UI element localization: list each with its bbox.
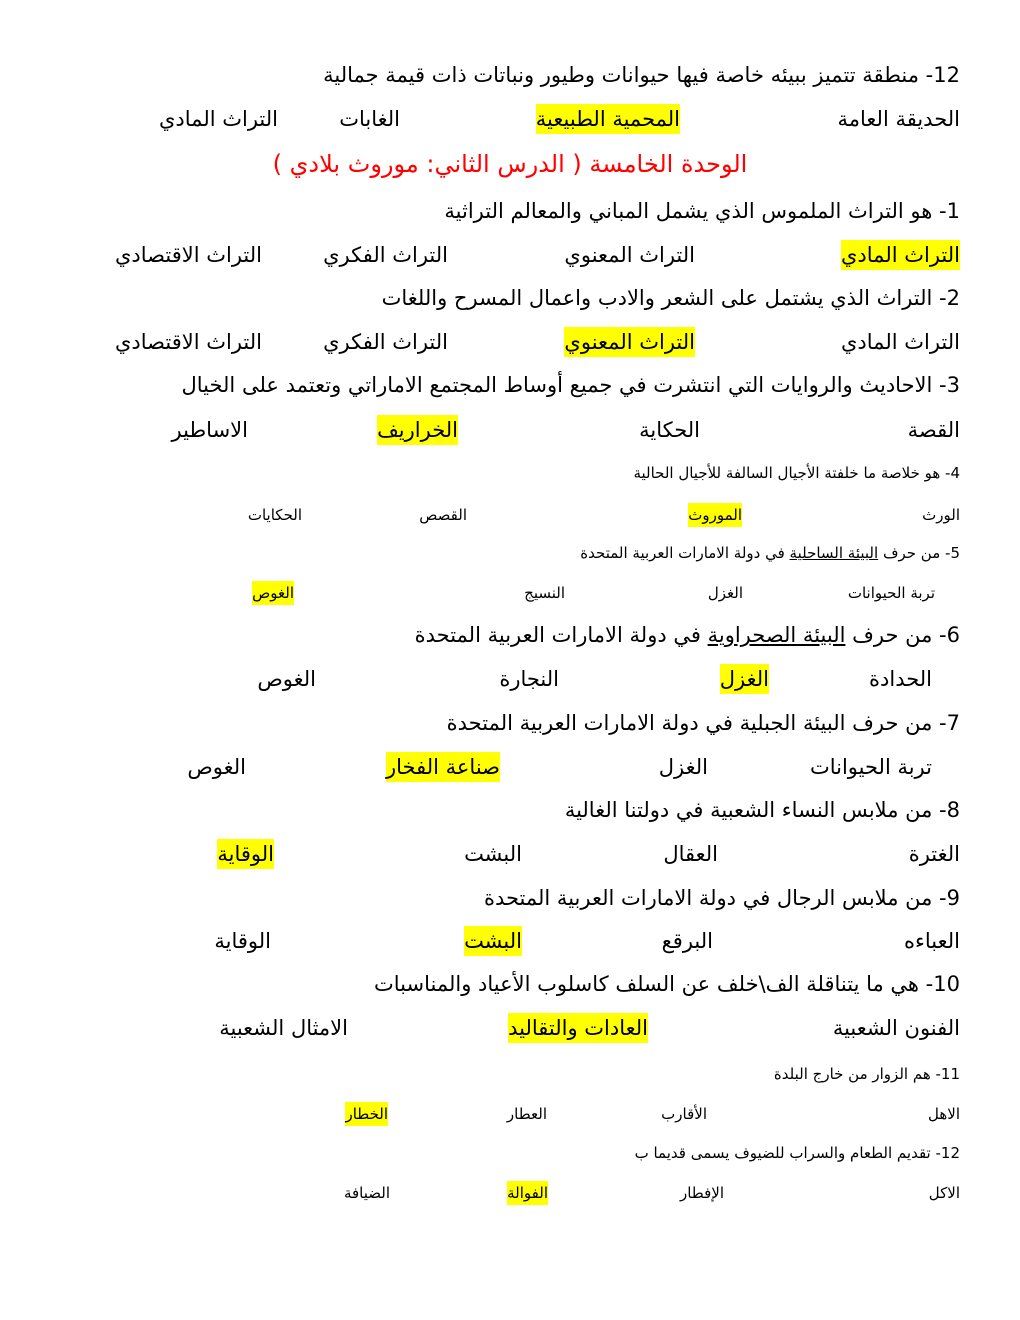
- question-4-text: 4- هو خلاصة ما خلفتة الأجيال السالفة للأجيال الحالية: [633, 464, 960, 482]
- option-1-4[interactable]: التراث الاقتصادي: [114, 243, 262, 267]
- question-6-text: 6- من حرف البيئة الصحراوية في دولة الامارات العربية المتحدة: [414, 623, 960, 647]
- question-7-text: 7- من حرف البيئة الجبلية في دولة الامارات العربية المتحدة: [446, 711, 960, 735]
- option-12b-3-correct[interactable]: الفوالة: [507, 1181, 548, 1205]
- option-11-1[interactable]: الاهل: [928, 1105, 960, 1123]
- option-12b-2[interactable]: الإفطار: [679, 1184, 724, 1202]
- question-12a-text: 12- منطقة تتميز ببيئه خاصة فيها حيوانات وطيور ونباتات ذات قيمة جمالية: [323, 63, 960, 87]
- question-6-underlined: البيئة الصحراوية: [707, 623, 846, 647]
- option-9-3-correct[interactable]: البشت: [464, 926, 522, 956]
- option-7-4[interactable]: الغوص: [187, 755, 246, 779]
- option-2-4[interactable]: التراث الاقتصادي: [114, 330, 262, 354]
- option-7-1[interactable]: تربة الحيوانات: [809, 755, 932, 779]
- option-9-2[interactable]: البرقع: [661, 929, 713, 953]
- question-10-text: 10- هي ما يتناقلة الف\خلف عن السلف كاسلوب الأعياد والمناسبات: [373, 972, 960, 996]
- option-10-3[interactable]: الامثال الشعبية: [219, 1016, 348, 1040]
- question-2-text: 2- التراث الذي يشتمل على الشعر والادب واعمال المسرح واللغات: [381, 286, 960, 310]
- option-5-4-correct[interactable]: الغوص: [252, 581, 294, 605]
- question-8-text: 8- من ملابس النساء الشعبية في دولتنا الغالية: [564, 798, 960, 822]
- option-9-4[interactable]: الوقاية: [214, 929, 271, 953]
- option-7-3-correct[interactable]: صناعة الفخار: [386, 752, 500, 782]
- option-9-1[interactable]: العباءه: [904, 929, 960, 953]
- option-4-3[interactable]: القصص: [419, 506, 467, 524]
- option-3-1[interactable]: القصة: [907, 418, 960, 442]
- option-12a-3[interactable]: الغابات: [339, 107, 400, 131]
- option-1-1-correct[interactable]: التراث المادي: [841, 240, 960, 270]
- option-6-2-correct[interactable]: الغزل: [720, 664, 769, 694]
- option-8-1[interactable]: الغترة: [908, 842, 960, 866]
- question-12b-text: 12- تقديم الطعام والسراب للضيوف يسمى قديما ب: [634, 1144, 960, 1162]
- option-1-2[interactable]: التراث المعنوي: [564, 243, 695, 267]
- option-6-3[interactable]: النجارة: [499, 667, 559, 691]
- option-4-2-correct[interactable]: الموروث: [688, 503, 742, 527]
- option-2-1[interactable]: التراث المادي: [841, 330, 960, 354]
- option-7-2[interactable]: الغزل: [658, 755, 708, 779]
- option-12b-4[interactable]: الضيافة: [343, 1184, 390, 1202]
- question-1-text: 1- هو التراث الملموس الذي يشمل المباني والمعالم التراثية: [444, 199, 960, 223]
- option-11-3[interactable]: العطار: [506, 1105, 547, 1123]
- option-12a-2-correct[interactable]: المحمية الطبيعية: [536, 104, 680, 134]
- question-11-text: 11- هم الزوار من خارج البلدة: [773, 1065, 960, 1083]
- option-6-4[interactable]: الغوص: [257, 667, 316, 691]
- option-5-1[interactable]: تربة الحيوانات: [847, 584, 935, 602]
- option-2-3[interactable]: التراث الفكري: [323, 330, 448, 354]
- option-3-4[interactable]: الاساطير: [171, 418, 248, 442]
- option-2-2-correct[interactable]: التراث المعنوي: [564, 327, 695, 357]
- option-10-2-correct[interactable]: العادات والتقاليد: [508, 1013, 648, 1043]
- option-11-2[interactable]: الأقارب: [661, 1105, 707, 1123]
- option-6-1[interactable]: الحدادة: [869, 667, 932, 691]
- option-3-3-correct[interactable]: الخراريف: [377, 415, 458, 445]
- option-12a-4[interactable]: التراث المادي: [159, 107, 278, 131]
- option-11-4-correct[interactable]: الخطار: [345, 1102, 388, 1126]
- unit-title: الوحدة الخامسة ( الدرس الثاني: موروث بلادي ): [272, 150, 748, 178]
- option-4-1[interactable]: الورث: [922, 506, 960, 524]
- option-12b-1[interactable]: الاكل: [928, 1184, 960, 1202]
- question-5-text: 5- من حرف البيئة الساحلية في دولة الامارات العربية المتحدة: [580, 544, 960, 562]
- option-5-3[interactable]: النسيج: [524, 584, 565, 602]
- option-1-3[interactable]: التراث الفكري: [323, 243, 448, 267]
- option-5-2[interactable]: الغزل: [707, 584, 743, 602]
- option-8-3[interactable]: البشت: [464, 842, 522, 866]
- option-8-4-correct[interactable]: الوقاية: [217, 839, 274, 869]
- option-10-1[interactable]: الفنون الشعبية: [832, 1016, 960, 1040]
- option-8-2[interactable]: العقال: [663, 842, 718, 866]
- option-12a-1[interactable]: الحديقة العامة: [837, 107, 960, 131]
- question-9-text: 9- من ملابس الرجال في دولة الامارات العربية المتحدة: [483, 886, 960, 910]
- question-3-text: 3- الاحاديث والروايات التي انتشرت في جميع أوساط المجتمع الاماراتي وتعتمد على الخيال: [181, 373, 960, 397]
- option-4-4[interactable]: الحكايات: [247, 506, 302, 524]
- question-5-underlined: البيئة الساحلية: [789, 544, 879, 562]
- option-3-2[interactable]: الحكاية: [639, 418, 700, 442]
